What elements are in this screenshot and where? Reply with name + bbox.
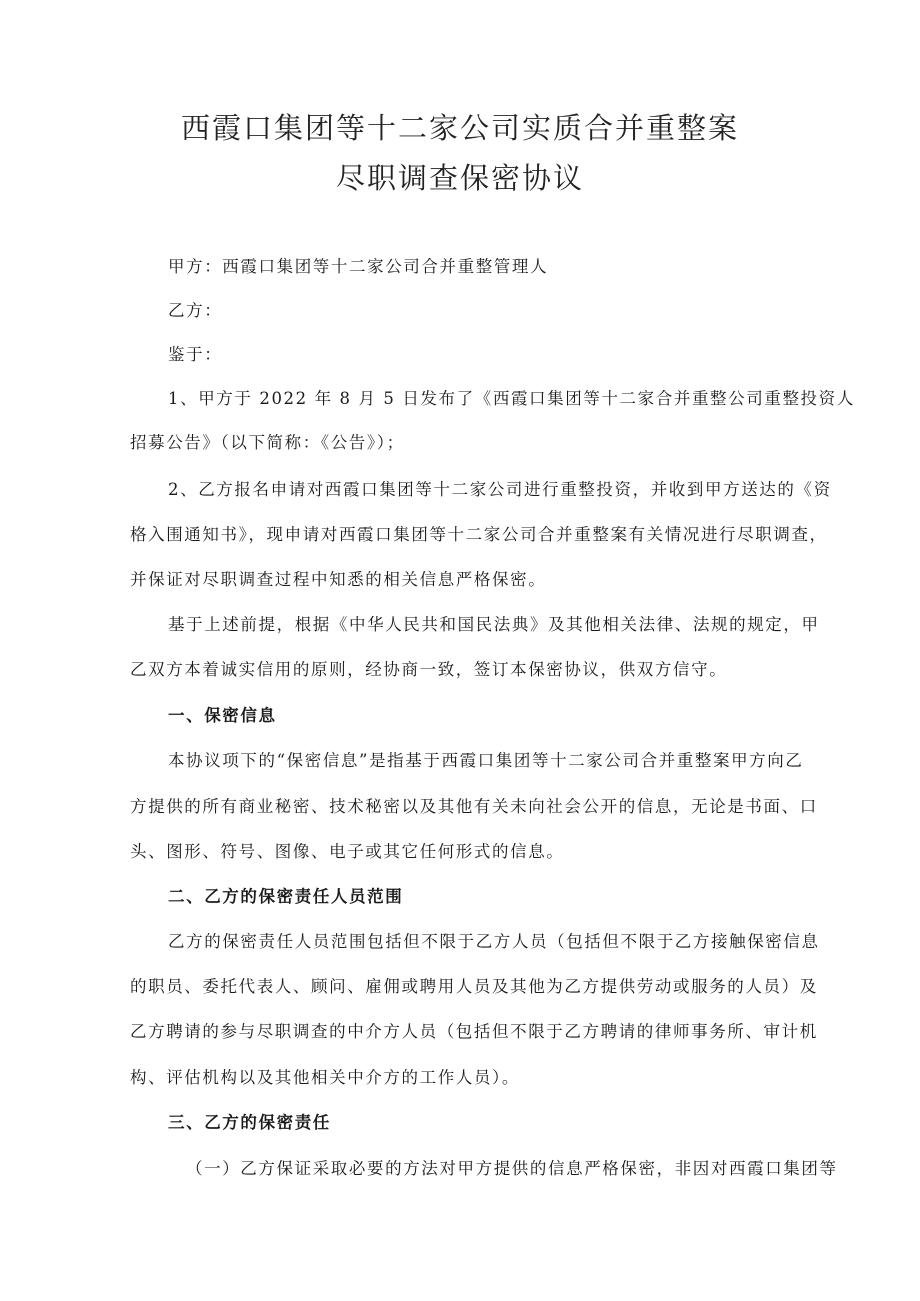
recital-1-line-2: 招募公告》（以下简称：《公告》）； — [130, 433, 405, 452]
recital-2-line-3: 并保证对尽职调查过程中知悉的相关信息严格保密。 — [130, 570, 547, 589]
section-3-heading: 三、乙方的保密责任 — [168, 1113, 331, 1132]
section-2-para-line-1: 乙方的保密责任人员范围包括但不限于乙方人员（包括但不限于乙方接触保密信息 — [168, 932, 820, 951]
party-a-line: 甲方：西霞口集团等十二家公司合并重整管理人 — [168, 257, 549, 276]
section-2-para-line-3: 乙方聘请的参与尽职调查的中介方人员（包括但不限于乙方聘请的律师事务所、审计机 — [130, 1022, 818, 1041]
basis-line-1: 基于上述前提，根据《中华人民共和国民法典》及其他相关法律、法规的规定，甲 — [168, 615, 820, 634]
basis-line-2: 乙双方本着诚实信用的原则，经协商一致，签订本保密协议，供双方信守。 — [130, 660, 728, 679]
section-1-para-line-1: 本协议项下的“保密信息”是指基于西霞口集团等十二家公司合并重整案甲方向乙 — [168, 751, 804, 770]
section-2-para-line-4: 构、评估机构以及其他相关中介方的工作人员）。 — [130, 1068, 520, 1087]
section-3-item-1-line-1: （一）乙方保证采取必要的方法对甲方提供的信息严格保密，非因对西霞口集团等 — [186, 1159, 838, 1178]
section-1-heading: 一、保密信息 — [168, 706, 277, 725]
whereas-heading: 鉴于： — [168, 345, 223, 364]
party-b-line: 乙方： — [168, 301, 223, 320]
recital-2-line-1: 2、乙方报名申请对西霞口集团等十二家公司进行重整投资，并收到甲方送达的《资 — [168, 480, 832, 499]
document-title-line-1: 西霞口集团等十二家公司实质合并重整案 — [180, 111, 739, 145]
section-1-para-line-3: 头、图形、符号、图像、电子或其它任何形式的信息。 — [130, 842, 565, 861]
recital-1-line-1: 1、甲方于 2022 年 8 月 5 日发布了《西霞口集团等十二家合并重整公司重整投资人 — [168, 389, 855, 408]
section-2-para-line-2: 的职员、委托代表人、顾问、雇佣或聘用人员及其他为乙方提供劳动或服务的人员）及 — [130, 977, 818, 996]
section-2-heading: 二、乙方的保密责任人员范围 — [168, 887, 404, 906]
document-title-line-2: 尽职调查保密协议 — [335, 161, 584, 195]
section-1-para-line-2: 方提供的所有商业秘密、技术秘密以及其他有关未向社会公开的信息，无论是书面、口 — [130, 797, 818, 816]
recital-2-line-2: 格入围通知书》，现申请对西霞口集团等十二家公司合并重整案有关情况进行尽职调查， — [130, 525, 828, 544]
